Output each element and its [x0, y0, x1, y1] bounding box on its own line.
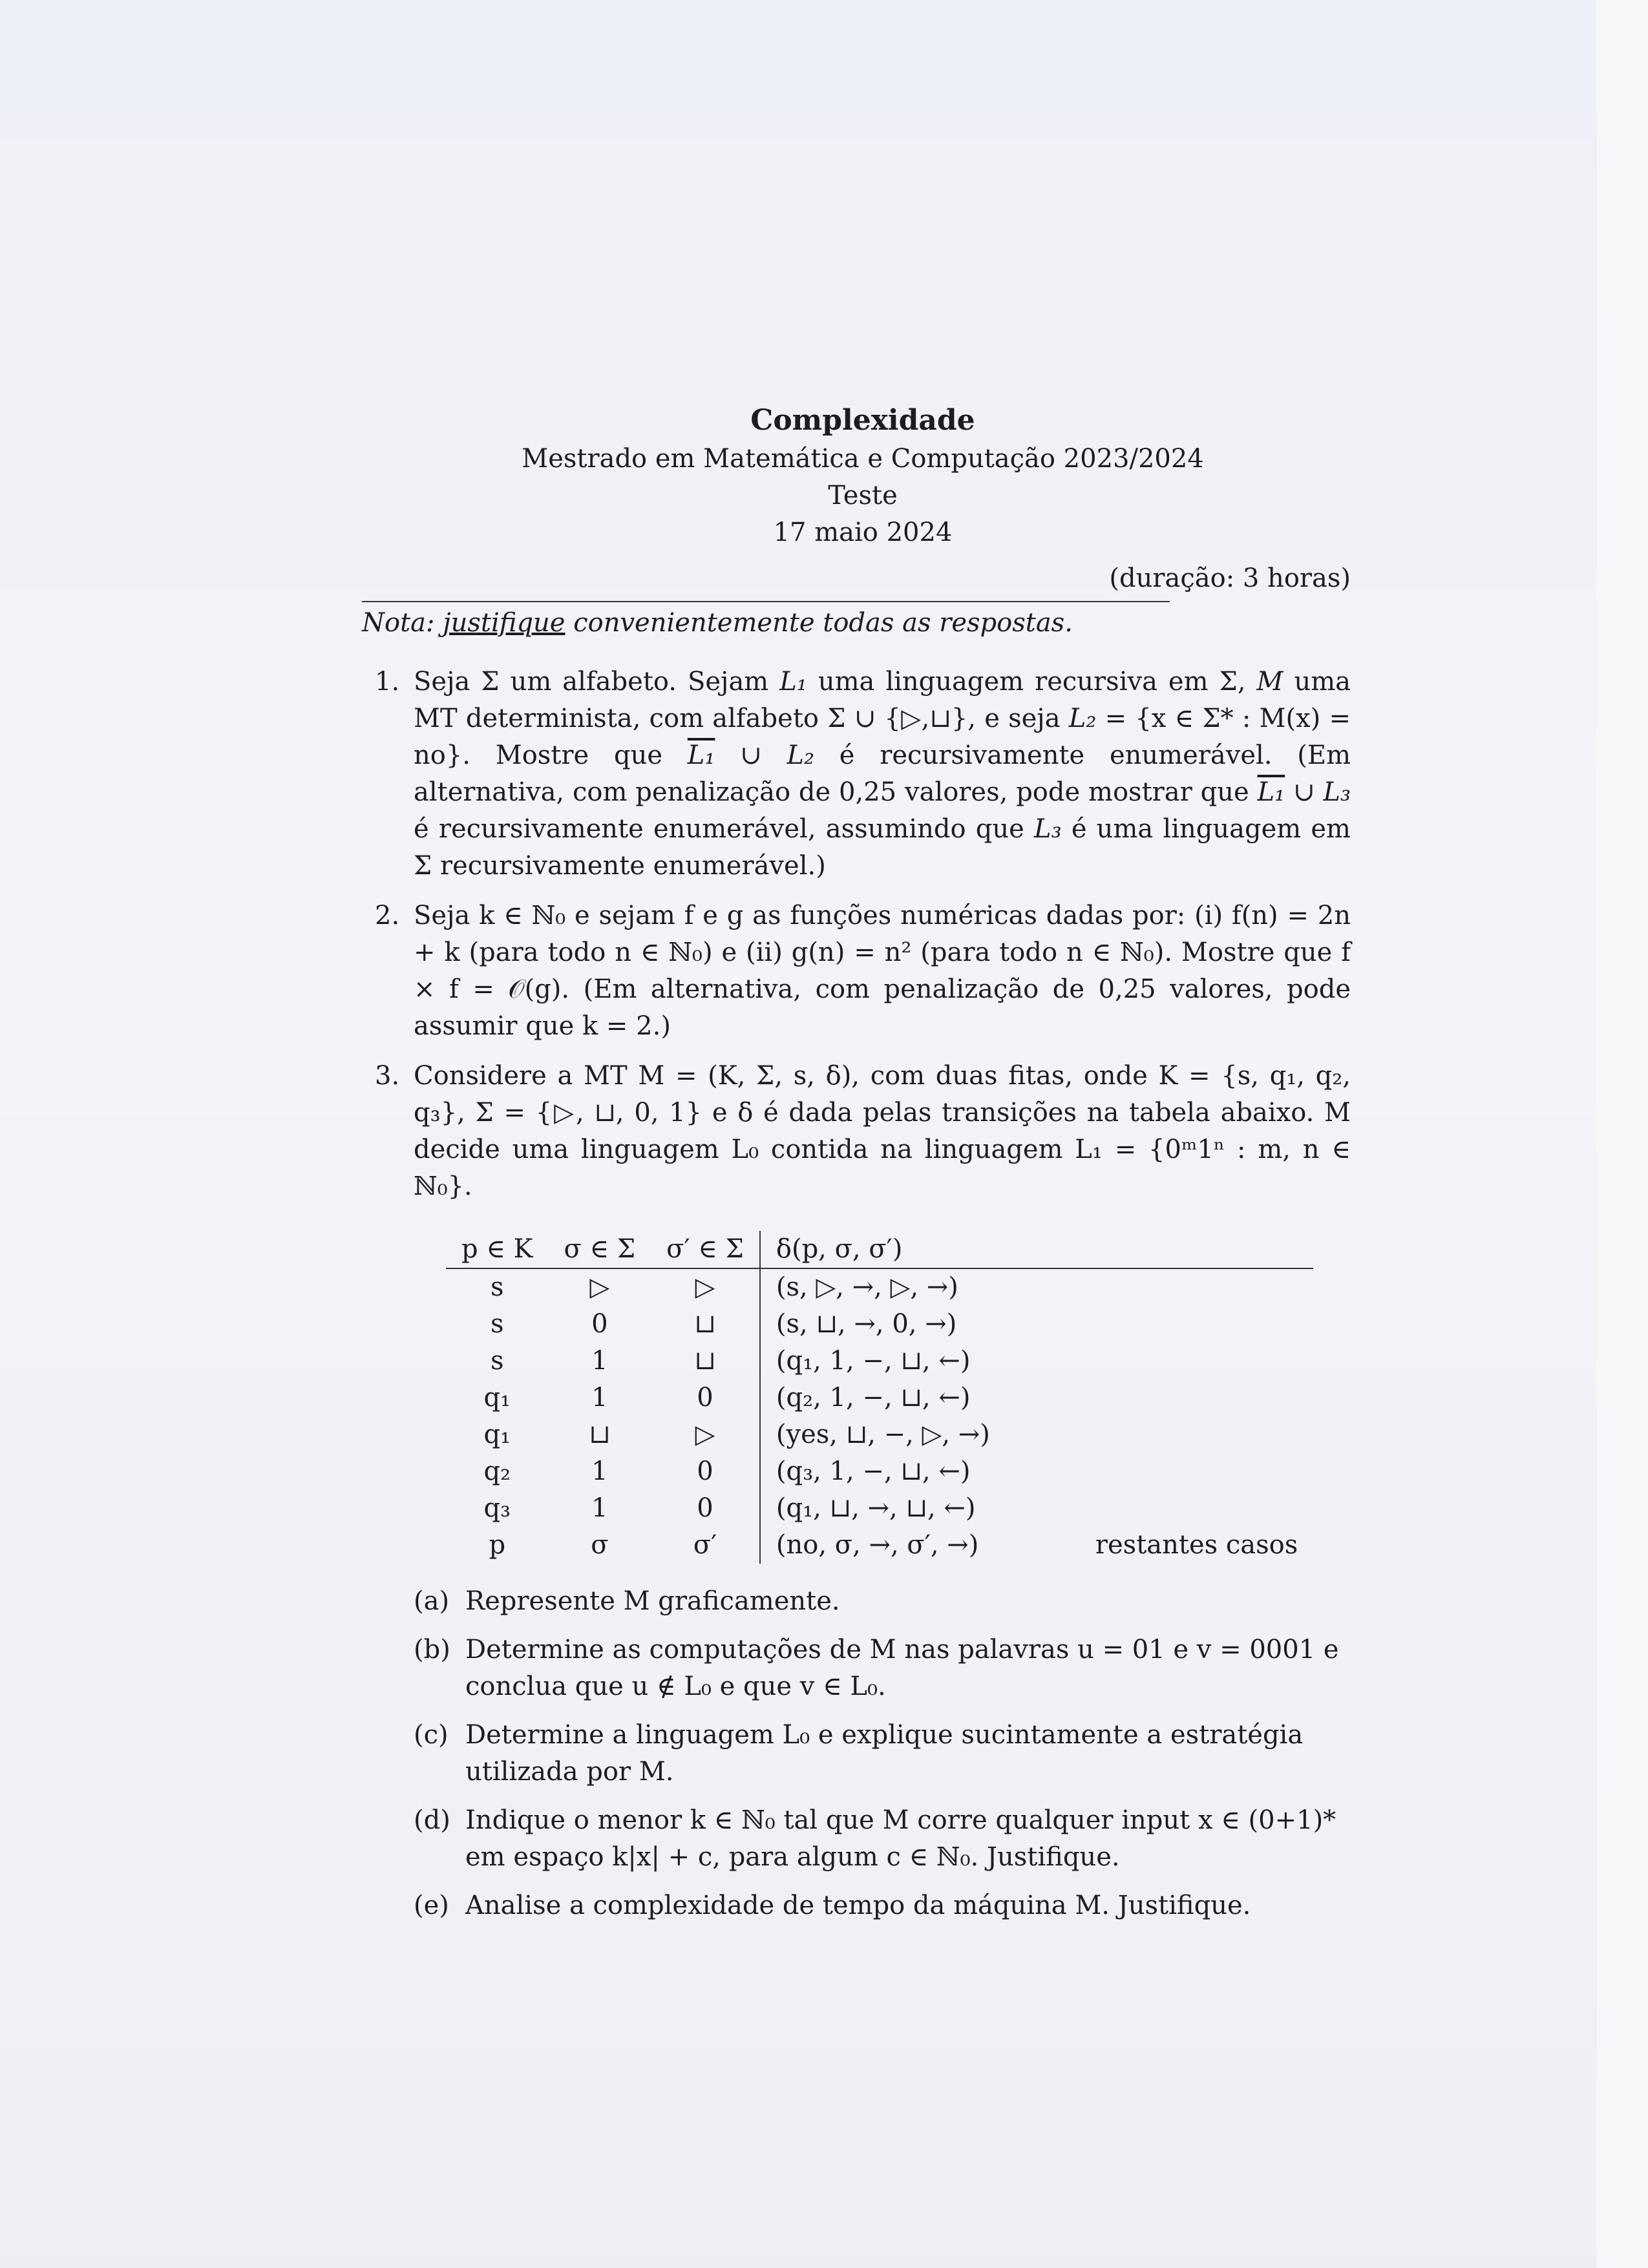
q1-symbol-L1: L₁	[779, 667, 807, 697]
cell-sigma: 1	[591, 1383, 608, 1412]
header-symbol-tape2: σ′ ∈ Σ	[651, 1231, 760, 1268]
header-rule	[362, 601, 1170, 602]
cell-state: q₁	[483, 1420, 511, 1449]
transition-table	[446, 1231, 1313, 1564]
question-3	[336, 1058, 1351, 1205]
question-number: 2.	[375, 901, 400, 930]
cell-state: q₂	[483, 1456, 511, 1486]
cell-sigma2: ⊔	[694, 1346, 716, 1376]
cell-sigma: 0	[591, 1309, 608, 1339]
subquestion-text: Analise a complexidade de tempo da máquina M. Justifique.	[465, 1891, 1251, 1920]
cell-note	[1070, 1306, 1313, 1343]
cell-note: restantes casos	[1095, 1530, 1298, 1560]
note-label: Nota:	[362, 608, 435, 638]
q1-text-3: uma MT determinista, com alfabeto Σ ∪ {▷,⊔}, e seja	[414, 667, 1351, 733]
table-row	[446, 1490, 1313, 1527]
cell-state: p	[489, 1530, 506, 1560]
subquestion-list	[336, 1583, 1351, 1924]
cell-note	[1070, 1343, 1313, 1380]
cell-state: q₁	[483, 1383, 511, 1412]
cell-delta: (q₃, 1, −, ⊔, ←)	[760, 1453, 1070, 1490]
cell-delta: (q₁, ⊔, →, ⊔, ←)	[760, 1490, 1070, 1527]
q1-text-8: é recursivamente enumerável, assumindo que	[414, 814, 1035, 844]
program-line: Mestrado em Matemática e Computação 2023/2024	[522, 444, 1204, 474]
table-row	[446, 1527, 1313, 1564]
cell-note	[1070, 1453, 1313, 1490]
subquestion-label: (c)	[414, 1720, 449, 1750]
scan-edge	[1596, 0, 1648, 2268]
cell-delta: (no, σ, →, σ′, →)	[760, 1527, 1070, 1564]
subquestion-label: (a)	[414, 1586, 450, 1616]
q1-text-4: = {x ∈ Σ* : M(x) = no}. Mostre que	[414, 704, 1351, 770]
subquestion-label: (d)	[414, 1805, 450, 1835]
cell-state: s	[491, 1309, 504, 1339]
cell-note	[1070, 1490, 1313, 1527]
q1-text-9: é uma linguagem em Σ recursivamente enumerável.)	[414, 814, 1351, 881]
cell-state: q₃	[483, 1493, 511, 1523]
subquestion-e	[336, 1887, 1351, 1924]
header-state: p ∈ K	[446, 1231, 549, 1268]
instruction-note	[362, 605, 1351, 642]
cell-state: s	[491, 1346, 504, 1376]
header-symbol-tape1: σ ∈ Σ	[549, 1231, 651, 1268]
subquestion-text: Determine as computações de M nas palavras u = 01 e v = 0001 e conclua que u ∉ L₀ e que v ∈ L₀.	[465, 1635, 1339, 1701]
subquestion-b	[336, 1632, 1351, 1705]
cell-note	[1070, 1416, 1313, 1453]
cell-delta: (s, ⊔, →, 0, →)	[760, 1306, 1070, 1343]
table-row	[446, 1343, 1313, 1380]
cell-sigma: 1	[591, 1346, 608, 1376]
cell-sigma2: 0	[697, 1456, 713, 1486]
table-row	[446, 1268, 1313, 1306]
q1-symbol-L3: L₃	[1323, 777, 1351, 807]
q1-symbol-L2: L₂	[1068, 704, 1097, 733]
question-list	[336, 664, 1351, 1205]
q1-text-1: Seja Σ um alfabeto. Sejam	[414, 667, 780, 697]
q1-text-6: é recursivamente enumerável. (Em alternativa, com penalização de 0,25 valores, pode mostrar que	[414, 740, 1351, 807]
cell-sigma2: 0	[697, 1493, 713, 1523]
exam-date: 17 maio 2024	[773, 518, 953, 547]
subquestion-d	[336, 1802, 1351, 1876]
table-header-row	[446, 1231, 1313, 1268]
subquestion-c	[336, 1717, 1351, 1790]
cell-delta: (q₁, 1, −, ⊔, ←)	[760, 1343, 1070, 1380]
table-row	[446, 1380, 1313, 1416]
question-2	[336, 898, 1351, 1045]
cell-delta: (q₂, 1, −, ⊔, ←)	[760, 1380, 1070, 1416]
subquestion-text: Determine a linguagem L₀ e explique sucintamente a estratégia utilizada por M.	[465, 1720, 1304, 1787]
question-number: 3.	[375, 1061, 400, 1091]
cell-note	[1070, 1380, 1313, 1416]
cell-sigma: ⊔	[589, 1420, 611, 1449]
cell-sigma2: ⊔	[694, 1309, 716, 1339]
table-row	[446, 1416, 1313, 1453]
note-underlined: justifique	[443, 608, 565, 638]
q1-text-2: uma linguagem recursiva em Σ,	[807, 667, 1257, 697]
q1-symbol-L2-b: L₂	[787, 740, 815, 770]
question-text: Seja k ∈ ℕ₀ e sejam f e g as funções numéricas dadas por: (i) f(n) = 2n + k (para todo n ∈ ℕ₀) e (ii) g(n) = n² (para todo n ∈ ℕ₀). Mostre que f × f = 𝒪(g). (Em alternativa, com penalização de 0,25 valores, pode assumir que k = 2.)	[414, 901, 1351, 1041]
q1-text-7: ∪	[1285, 777, 1324, 807]
subquestion-text: Represente M graficamente.	[465, 1586, 840, 1616]
q1-symbol-L1-complement-b: L₁	[1257, 777, 1285, 807]
cell-sigma2: 0	[697, 1383, 713, 1412]
subquestion-label: (b)	[414, 1635, 450, 1664]
q1-symbol-L1-complement: L₁	[687, 740, 715, 770]
exam-content	[336, 401, 1351, 1936]
subquestion-text: Indique o menor k ∈ ℕ₀ tal que M corre qualquer input x ∈ (0+1)* em espaço k|x| + c, para algum c ∈ ℕ₀. Justifique.	[465, 1805, 1336, 1872]
table-row	[446, 1306, 1313, 1343]
q1-symbol-L3-b: L₃	[1034, 814, 1062, 844]
subquestion-a	[336, 1583, 1351, 1620]
cell-sigma: σ	[591, 1530, 609, 1560]
note-rest: convenientemente todas as respostas.	[573, 608, 1073, 638]
cell-sigma: 1	[591, 1456, 608, 1486]
cell-state: s	[491, 1272, 504, 1302]
question-1	[336, 664, 1351, 885]
exam-title: Complexidade	[750, 404, 975, 437]
q1-text-5: ∪	[715, 740, 787, 770]
cell-sigma2: ▷	[695, 1420, 715, 1449]
question-number: 1.	[375, 667, 400, 697]
question-text: Considere a MT M = (K, Σ, s, δ), com duas fitas, onde K = {s, q₁, q₂, q₃}, Σ = {▷, ⊔, 0, 1} e δ é dada pelas transições na tabela abaixo. M decide uma linguagem L₀ contida na linguagem L₁ = {0ᵐ1ⁿ : m, n ∈ ℕ₀}.	[414, 1061, 1351, 1201]
header-note	[1070, 1231, 1313, 1268]
subquestion-label: (e)	[414, 1891, 449, 1920]
table-row	[446, 1453, 1313, 1490]
exam-type: Teste	[828, 481, 898, 510]
header-transition: δ(p, σ, σ′)	[760, 1231, 1070, 1268]
duration: (duração: 3 horas)	[1109, 563, 1351, 593]
cell-sigma: ▷	[589, 1272, 610, 1302]
cell-sigma2: σ′	[693, 1530, 717, 1560]
cell-note	[1070, 1268, 1313, 1306]
q1-symbol-M: M	[1256, 667, 1284, 697]
cell-sigma2: ▷	[695, 1272, 715, 1302]
cell-delta: (s, ▷, →, ▷, →)	[760, 1268, 1070, 1306]
cell-delta: (yes, ⊔, −, ▷, →)	[760, 1416, 1070, 1453]
cell-sigma: 1	[591, 1493, 608, 1523]
header-block	[375, 401, 1351, 551]
